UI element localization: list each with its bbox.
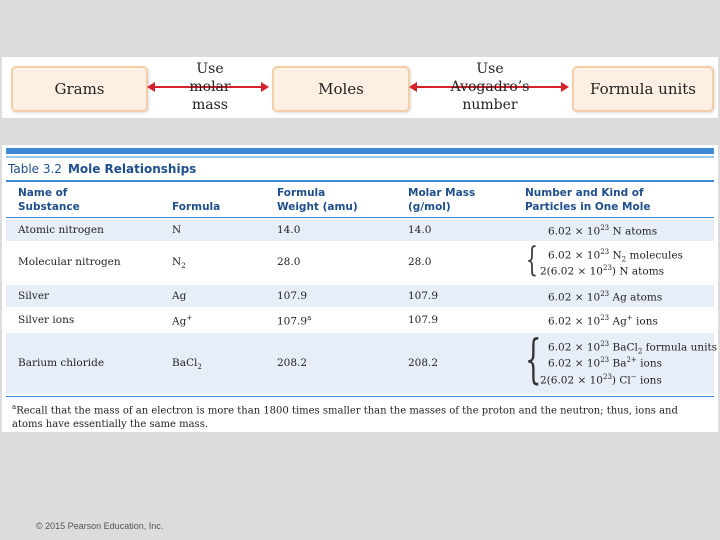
left-brace-icon: { — [525, 330, 542, 390]
table-top-bar — [6, 148, 714, 154]
cell-name: Silver — [18, 290, 50, 302]
table-row — [6, 309, 714, 331]
cell-name: Atomic nitrogen — [18, 224, 104, 236]
table-title — [8, 162, 196, 176]
table-row — [6, 241, 714, 283]
header-name: Name of Substance — [18, 187, 80, 213]
table-top-bar-light — [6, 156, 714, 158]
cell-weight: 28.0 — [277, 256, 301, 268]
cell-formula: N — [172, 224, 182, 236]
cell-formula: Ag+ — [172, 314, 193, 328]
table-title-text: Mole Relationships — [67, 162, 197, 176]
cell-name: Molecular nitrogen — [18, 256, 121, 268]
table-row — [6, 219, 714, 241]
cell-weight: 14.0 — [277, 224, 301, 236]
mole-relationships-table — [2, 145, 718, 432]
grams-box — [11, 66, 148, 112]
table-row — [6, 330, 718, 394]
cell-particles: $2(6.02 \times 10^{23})$ N atoms — [540, 264, 665, 278]
conversion-diagram — [2, 57, 718, 118]
cell-formula: $N_2$ — [172, 256, 186, 271]
header-particles: Number and Kind of Particles in One Mole — [525, 187, 651, 213]
table-row — [6, 285, 714, 307]
table-number: Table 3.2 — [8, 162, 62, 176]
cell-formula: Ag — [172, 290, 187, 302]
cell-weight: 107.9$^a$ — [277, 314, 312, 328]
cell-formula: BaCl$_2$ — [172, 357, 202, 372]
table-footnote: $^a$Recall that the mass of an electron is more than 1800 times smaller than the masses of the proton and the neutron; thus, ions and atoms have essentially the same mass. — [12, 403, 678, 431]
grams-label: Grams — [54, 80, 105, 98]
moles-box — [272, 66, 410, 112]
formula-units-box — [572, 66, 714, 112]
header-molar-mass: Molar Mass (g/mol) — [408, 187, 476, 213]
cell-molar-mass: 28.0 — [408, 256, 432, 268]
cell-name: Barium chloride — [18, 357, 105, 369]
cell-particles: $6.02 \times 10^{23}$ Ag atoms — [548, 290, 663, 304]
use-molar-mass-label: Use molar mass — [189, 61, 231, 113]
left-brace-icon: { — [526, 240, 538, 280]
cell-particles: $6.02 \times 10^{23}$ BaCl$_2$ formula units — [548, 340, 718, 356]
cell-molar-mass: 14.0 — [408, 224, 432, 236]
use-avogadro-label: Use Avogadro’s number — [450, 61, 530, 113]
cell-particles: $2(6.02 \times 10^{23})$ Cl− ions — [540, 373, 662, 387]
moles-label: Moles — [318, 80, 364, 98]
footnote-rule — [6, 396, 714, 397]
cell-weight: 107.9 — [277, 290, 308, 302]
cell-name: Silver ions — [18, 314, 75, 326]
copyright-text: © 2015 Pearson Education, Inc. — [36, 521, 164, 531]
cell-particles: $6.02 \times 10^{23}$ Ag+ ions — [548, 314, 658, 328]
title-rule — [6, 180, 714, 182]
cell-molar-mass: 107.9 — [408, 314, 439, 326]
cell-particles: $6.02 \times 10^{23}$ $Ba^{2+}$ ions — [548, 356, 662, 370]
formula-units-label: Formula units — [589, 80, 697, 98]
cell-particles: $6.02 \times 10^{23}$ N atoms — [548, 224, 658, 238]
cell-molar-mass: 107.9 — [408, 290, 439, 302]
header-rule — [6, 217, 714, 218]
cell-particles: $6.02 \times 10^{23}$ $N_2$ molecules — [548, 248, 683, 264]
header-weight: Formula Weight (amu) — [277, 187, 358, 213]
cell-weight: 208.2 — [277, 357, 308, 369]
header-formula: Formula — [172, 201, 221, 213]
cell-molar-mass: 208.2 — [408, 357, 439, 369]
